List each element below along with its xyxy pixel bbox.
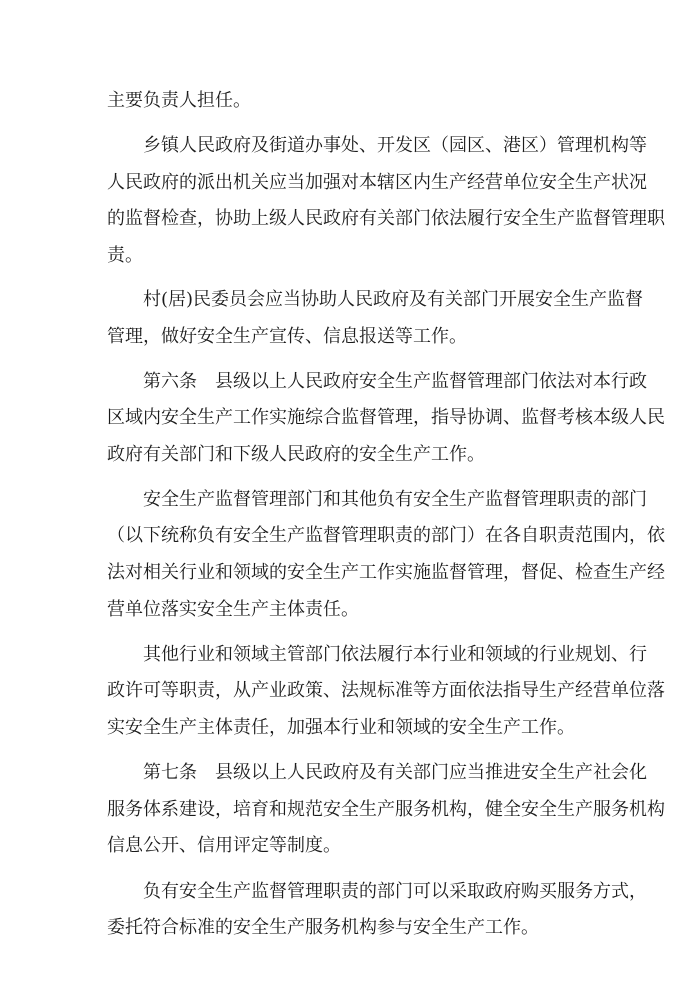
text-line: 主要负责人担任。 bbox=[107, 90, 251, 111]
text-line: 政许可等职责，从产业政策、法规标准等方面依法指导生产经营单位落 bbox=[107, 680, 665, 701]
text-line: 服务体系建设，培育和规范安全生产服务机构，健全安全生产服务机构 bbox=[107, 799, 665, 820]
text-line: 信息公开、信用评定等制度。 bbox=[107, 835, 341, 856]
text-line: 区域内安全生产工作实施综合监督管理，指导协调、监督考核本级人民 bbox=[107, 407, 665, 428]
text-line: 政府有关部门和下级人民政府的安全生产工作。 bbox=[107, 444, 485, 465]
text-line: 其他行业和领域主管部门依法履行本行业和领域的行业规划、行 bbox=[143, 644, 647, 665]
text-line: 安全生产监督管理部门和其他负有安全生产监督管理职责的部门 bbox=[143, 489, 647, 510]
text-line: 实安全生产主体责任，加强本行业和领域的安全生产工作。 bbox=[107, 717, 575, 738]
text-line: （以下统称负有安全生产监督管理职责的部门）在各自职责范围内，依 bbox=[107, 525, 665, 546]
text-line: 责。 bbox=[107, 245, 143, 266]
text-line: 人民政府的派出机关应当加强对本辖区内生产经营单位安全生产状况 bbox=[107, 172, 647, 193]
text-line: 第六条 县级以上人民政府安全生产监督管理部门依法对本行政 bbox=[143, 371, 647, 392]
text-line: 乡镇人民政府及街道办事处、开发区（园区、港区）管理机构等 bbox=[143, 135, 647, 156]
text-line: 第七条 县级以上人民政府及有关部门应当推进安全生产社会化 bbox=[143, 762, 647, 783]
text-line: 法对相关行业和领域的安全生产工作实施监督管理，督促、检查生产经 bbox=[107, 562, 665, 583]
text-line: 的监督检查，协助上级人民政府有关部门依法履行安全生产监督管理职 bbox=[107, 208, 665, 229]
text-line: 委托符合标准的安全生产服务机构参与安全生产工作。 bbox=[107, 917, 539, 938]
text-line: 村(居)民委员会应当协助人民政府及有关部门开展安全生产监督 bbox=[143, 289, 644, 310]
text-line: 管理，做好安全生产宣传、信息报送等工作。 bbox=[107, 326, 467, 347]
text-line: 负有安全生产监督管理职责的部门可以采取政府购买服务方式， bbox=[143, 881, 647, 902]
text-line: 营单位落实安全生产主体责任。 bbox=[107, 599, 359, 620]
